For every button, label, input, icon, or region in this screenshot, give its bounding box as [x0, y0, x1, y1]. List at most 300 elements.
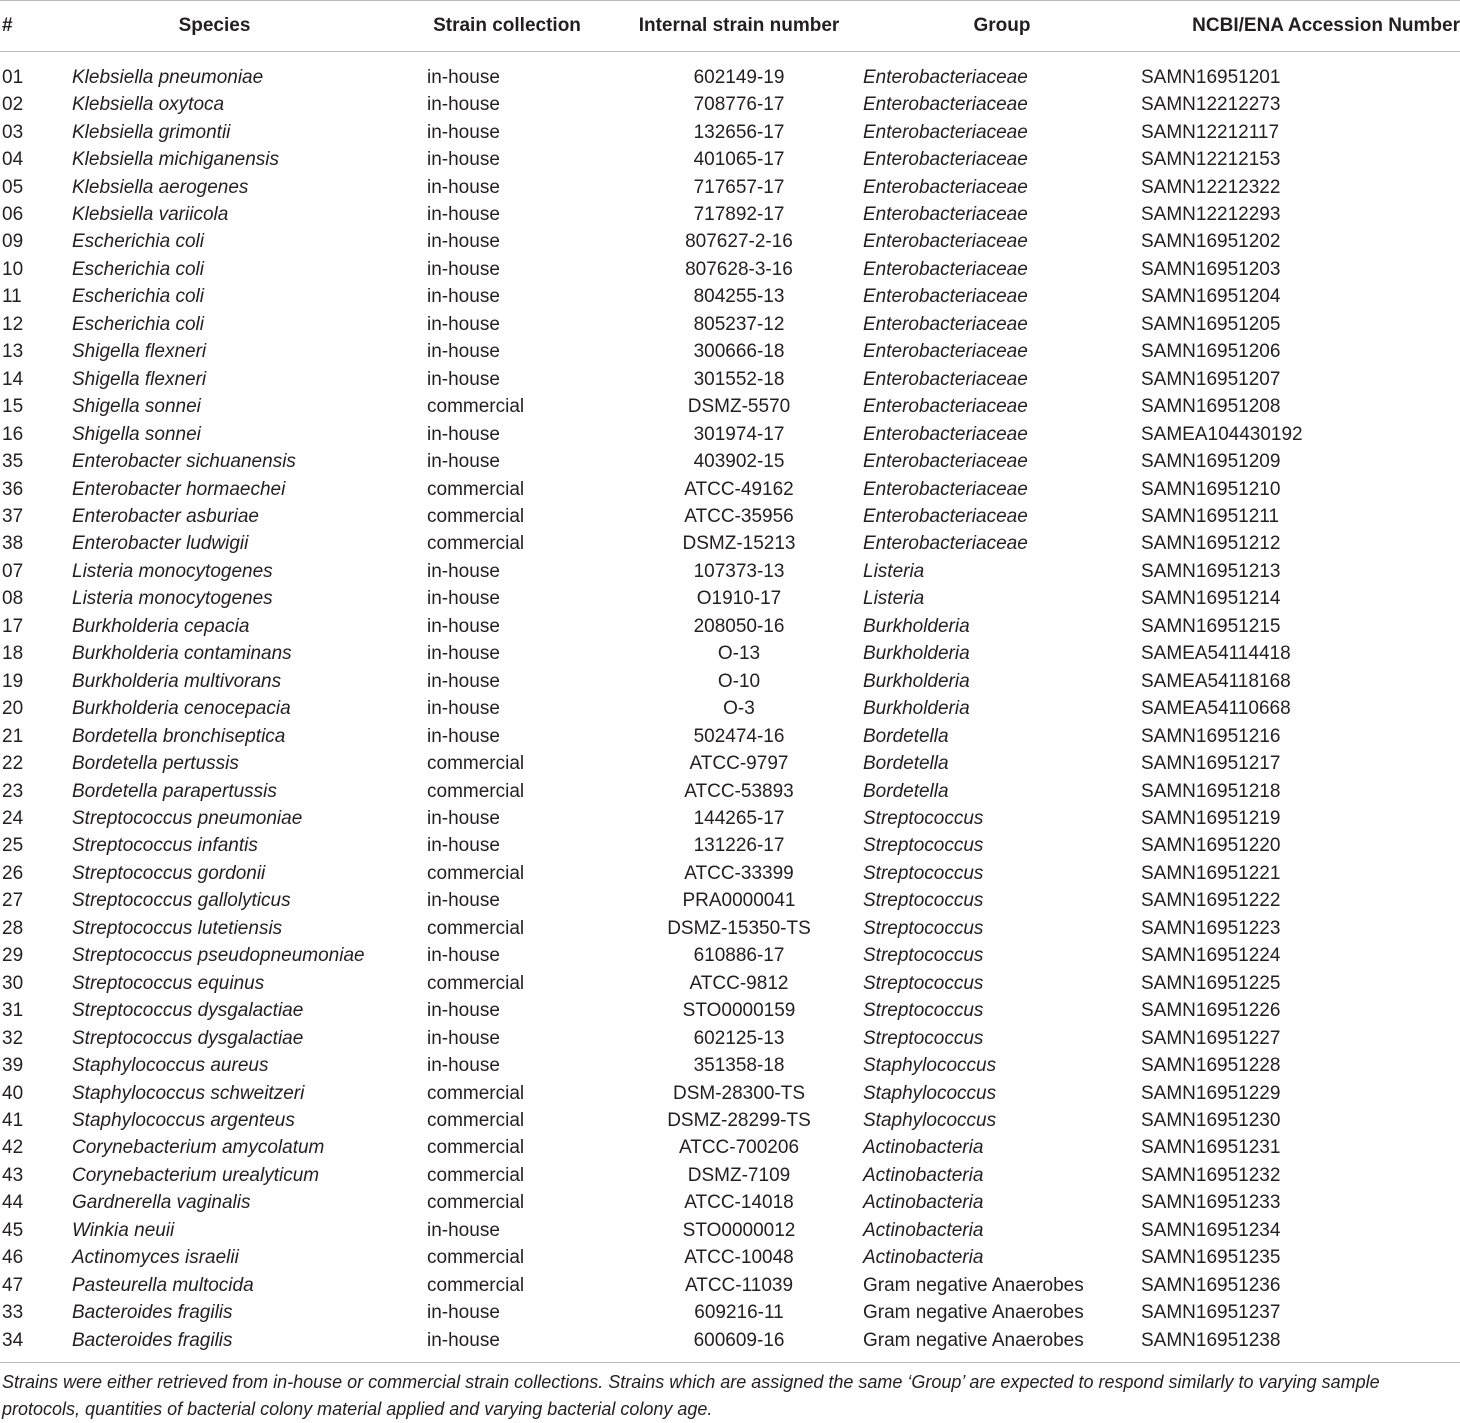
row-number: 07 — [2, 560, 24, 582]
internal-strain-number-cell: ATCC-53893 — [684, 780, 794, 802]
species-cell: Shigella sonnei — [72, 423, 201, 445]
table-row — [0, 1134, 1460, 1161]
accession-number-cell: SAMN12212322 — [1141, 176, 1281, 198]
table-row — [0, 860, 1460, 887]
species-cell: Klebsiella oxytoca — [72, 94, 225, 116]
internal-strain-number-cell: 805237-12 — [693, 313, 785, 335]
strain-collection-cell: commercial — [427, 780, 525, 802]
internal-strain-number-cell: ATCC-9812 — [689, 972, 789, 994]
accession-number-cell: SAMN16951237 — [1141, 1302, 1281, 1324]
group-cell: Actinobacteria — [863, 1247, 984, 1269]
table-row — [0, 613, 1460, 640]
accession-number-cell: SAMN16951232 — [1141, 1164, 1281, 1186]
internal-strain-number-cell: 807628-3-16 — [685, 258, 793, 280]
strain-collection-cell: commercial — [427, 1247, 525, 1269]
species-cell: Bordetella parapertussis — [72, 780, 277, 802]
species-cell: Streptococcus pseudopneumoniae — [72, 945, 365, 967]
strain-collection-cell: in-house — [427, 560, 500, 582]
row-number: 24 — [2, 808, 24, 829]
strain-collection-cell: in-house — [427, 890, 500, 912]
group-cell: Enterobacteriaceae — [863, 231, 1028, 253]
accession-number-cell: SAMN16951213 — [1141, 560, 1281, 582]
strain-collection-cell: commercial — [427, 753, 525, 775]
table-body — [0, 52, 1460, 1354]
accession-number-cell: SAMN16951229 — [1141, 1082, 1281, 1104]
group-cell: Enterobacteriaceae — [863, 313, 1028, 335]
species-cell: Escherichia coli — [72, 231, 204, 253]
strain-collection-cell: in-house — [427, 313, 500, 335]
group-cell: Actinobacteria — [863, 1164, 984, 1186]
group-cell: Burkholderia — [863, 643, 970, 665]
group-cell: Enterobacteriaceae — [863, 368, 1028, 390]
group-cell: Streptococcus — [863, 1000, 984, 1022]
table-row — [0, 832, 1460, 859]
group-cell: Staphylococcus — [863, 1055, 997, 1077]
strain-collection-cell: in-house — [427, 1219, 500, 1241]
strain-collection-cell: in-house — [427, 945, 500, 967]
row-number: 39 — [2, 1055, 24, 1077]
strain-collection-cell: in-house — [427, 808, 500, 829]
strain-collection-cell: in-house — [427, 286, 500, 308]
accession-number-cell: SAMN16951238 — [1141, 1329, 1281, 1351]
strain-collection-cell: commercial — [427, 478, 525, 500]
table-footnote: Strains were either retrieved from in-house or commercial strain collections. Strains which are assigned the same ‘Group’ are expected to respond similarly to varying sample protocols, quantities of bacterial colony material applied and varying bacterial colony age. — [2, 1371, 1380, 1419]
table-row — [0, 530, 1460, 557]
accession-number-cell: SAMN16951209 — [1141, 451, 1281, 473]
row-number: 31 — [2, 1000, 24, 1022]
table-row — [0, 942, 1460, 969]
row-number: 25 — [2, 835, 24, 857]
species-cell: Staphylococcus aureus — [72, 1055, 269, 1077]
table-row — [0, 475, 1460, 502]
table-row — [0, 283, 1460, 310]
group-cell: Enterobacteriaceae — [863, 423, 1028, 445]
table-row — [0, 503, 1460, 530]
row-number: 17 — [2, 615, 24, 637]
species-cell: Klebsiella michiganensis — [72, 149, 279, 171]
group-cell: Streptococcus — [863, 808, 984, 829]
internal-strain-number-cell: 401065-17 — [693, 149, 785, 171]
strain-collection-cell: commercial — [427, 917, 525, 939]
group-cell: Gram negative Anaerobes — [863, 1329, 1084, 1351]
species-cell: Streptococcus lutetiensis — [72, 917, 283, 939]
species-cell: Bacteroides fragilis — [72, 1329, 233, 1351]
internal-strain-number-cell: ATCC-700206 — [678, 1137, 800, 1159]
accession-number-cell: SAMN16951223 — [1141, 917, 1281, 939]
accession-number-cell: SAMN16951207 — [1141, 368, 1281, 390]
row-number: 08 — [2, 588, 24, 610]
group-cell: Streptococcus — [863, 862, 984, 884]
species-cell: Shigella sonnei — [72, 396, 201, 418]
species-cell: Shigella flexneri — [72, 341, 207, 363]
accession-number-cell: SAMN16951224 — [1141, 945, 1281, 967]
group-cell: Listeria — [863, 588, 925, 610]
strain-collection-cell: commercial — [427, 972, 525, 994]
internal-strain-number-cell: 804255-13 — [693, 286, 785, 308]
species-cell: Streptococcus infantis — [72, 835, 258, 857]
row-number: 41 — [2, 1109, 24, 1131]
internal-strain-number-cell: 708776-17 — [693, 94, 785, 116]
internal-strain-number-cell: 717892-17 — [693, 204, 785, 226]
strain-collection-cell: in-house — [427, 149, 500, 171]
internal-strain-number-cell: DSMZ-5570 — [687, 396, 791, 418]
row-number: 10 — [2, 258, 24, 280]
species-cell: Klebsiella variicola — [72, 204, 229, 226]
strain-collection-cell: commercial — [427, 1274, 525, 1296]
table-row — [0, 997, 1460, 1024]
strain-collection-cell: in-house — [427, 1055, 500, 1077]
row-number: 18 — [2, 643, 24, 665]
table-row — [0, 311, 1460, 338]
accession-number-cell: SAMN16951204 — [1141, 286, 1281, 308]
header-strain-collection: Strain collection — [427, 1, 615, 52]
group-cell: Enterobacteriaceae — [863, 478, 1028, 500]
strain-collection-cell: in-house — [427, 121, 500, 143]
group-cell: Enterobacteriaceae — [863, 451, 1028, 473]
row-number: 13 — [2, 341, 24, 363]
accession-number-cell: SAMN16951206 — [1141, 341, 1281, 363]
internal-strain-number-cell: DSMZ-15350-TS — [667, 917, 811, 939]
row-number: 28 — [2, 917, 24, 939]
table-row — [0, 805, 1460, 832]
species-cell: Streptococcus gordonii — [72, 862, 266, 884]
species-cell: Klebsiella grimontii — [72, 121, 231, 143]
accession-number-cell: SAMN16951208 — [1141, 396, 1281, 418]
table-row — [0, 1271, 1460, 1298]
table-row — [0, 201, 1460, 228]
table-row — [0, 1244, 1460, 1271]
accession-number-cell: SAMN16951216 — [1141, 725, 1281, 747]
species-cell: Streptococcus pneumoniae — [72, 808, 303, 829]
header-accession-number: NCBI/ENA Accession Number — [1141, 1, 1460, 52]
accession-number-cell: SAMN16951218 — [1141, 780, 1281, 802]
strain-collection-cell: commercial — [427, 1137, 525, 1159]
row-number: 22 — [2, 753, 24, 775]
species-cell: Klebsiella pneumoniae — [72, 67, 264, 88]
table-row — [0, 448, 1460, 475]
row-number: 11 — [2, 286, 22, 308]
row-number: 02 — [2, 94, 24, 116]
accession-number-cell: SAMEA104430192 — [1141, 423, 1303, 445]
row-number: 36 — [2, 478, 24, 500]
header-row — [0, 1, 1460, 52]
header-group: Group — [863, 1, 1141, 52]
internal-strain-number-cell: ATCC-10048 — [684, 1247, 794, 1269]
species-cell: Enterobacter ludwigii — [72, 533, 249, 555]
species-cell: Klebsiella aerogenes — [72, 176, 249, 198]
internal-strain-number-cell: 600609-16 — [693, 1329, 785, 1351]
species-cell: Streptococcus dysgalactiae — [72, 1000, 304, 1022]
row-number: 47 — [2, 1274, 24, 1296]
table-row — [0, 1052, 1460, 1079]
group-cell: Bordetella — [863, 780, 949, 802]
accession-number-cell: SAMEA54118168 — [1141, 670, 1291, 692]
row-number: 15 — [2, 396, 24, 418]
strain-collection-cell: commercial — [427, 1164, 525, 1186]
table-row — [0, 1299, 1460, 1326]
group-cell: Actinobacteria — [863, 1137, 984, 1159]
strain-collection-cell: in-house — [427, 615, 500, 637]
accession-number-cell: SAMN16951225 — [1141, 972, 1281, 994]
accession-number-cell: SAMN16951205 — [1141, 313, 1281, 335]
species-cell: Enterobacter sichuanensis — [72, 451, 296, 473]
row-number: 09 — [2, 231, 24, 253]
row-number: 33 — [2, 1302, 24, 1324]
strain-collection-cell: in-house — [427, 588, 500, 610]
species-cell: Bordetella pertussis — [72, 753, 239, 775]
row-number: 20 — [2, 698, 24, 720]
species-cell: Streptococcus equinus — [72, 972, 265, 994]
row-number: 37 — [2, 506, 24, 528]
group-cell: Gram negative Anaerobes — [863, 1302, 1084, 1324]
table-row — [0, 91, 1460, 118]
row-number: 38 — [2, 533, 24, 555]
table-row — [0, 256, 1460, 283]
species-cell: Pasteurella multocida — [72, 1274, 254, 1296]
strain-collection-cell: in-house — [427, 341, 500, 363]
group-cell: Enterobacteriaceae — [863, 341, 1028, 363]
strain-collection-cell: in-house — [427, 725, 500, 747]
internal-strain-number-cell: 609216-11 — [694, 1302, 784, 1324]
internal-strain-number-cell: 144265-17 — [693, 808, 785, 829]
table-row — [0, 640, 1460, 667]
species-cell: Listeria monocytogenes — [72, 560, 273, 582]
accession-number-cell: SAMN12212293 — [1141, 204, 1281, 226]
species-cell: Bacteroides fragilis — [72, 1302, 233, 1324]
group-cell: Streptococcus — [863, 945, 984, 967]
internal-strain-number-cell: ATCC-35956 — [684, 506, 794, 528]
internal-strain-number-cell: 301552-18 — [693, 368, 785, 390]
row-number: 26 — [2, 862, 24, 884]
table-row — [0, 420, 1460, 447]
row-number: 35 — [2, 451, 24, 473]
row-number: 32 — [2, 1027, 24, 1049]
accession-number-cell: SAMN16951211 — [1141, 506, 1280, 528]
table-row — [0, 146, 1460, 173]
table-row — [0, 393, 1460, 420]
internal-strain-number-cell: PRA0000041 — [682, 890, 796, 912]
species-cell: Escherichia coli — [72, 313, 204, 335]
table-row — [0, 228, 1460, 255]
species-cell: Bordetella bronchiseptica — [72, 725, 286, 747]
species-cell: Shigella flexneri — [72, 368, 207, 390]
row-number: 34 — [2, 1329, 24, 1351]
strain-collection-cell: in-house — [427, 204, 500, 226]
species-cell: Burkholderia cenocepacia — [72, 698, 291, 720]
table-row — [0, 668, 1460, 695]
row-number: 05 — [2, 176, 24, 198]
species-cell: Staphylococcus schweitzeri — [72, 1082, 305, 1104]
row-number: 46 — [2, 1247, 24, 1269]
accession-number-cell: SAMN16951228 — [1141, 1055, 1281, 1077]
table-row — [0, 722, 1460, 749]
accession-number-cell: SAMN16951222 — [1141, 890, 1281, 912]
group-cell: Actinobacteria — [863, 1192, 984, 1214]
group-cell: Enterobacteriaceae — [863, 94, 1028, 116]
strain-collection-cell: in-house — [427, 423, 500, 445]
accession-number-cell: SAMN12212117 — [1141, 121, 1280, 143]
table-row — [0, 1079, 1460, 1106]
species-cell: Listeria monocytogenes — [72, 588, 273, 610]
accession-number-cell: SAMN16951201 — [1141, 67, 1281, 88]
row-number: 45 — [2, 1219, 24, 1241]
accession-number-cell: SAMN16951230 — [1141, 1109, 1281, 1131]
row-number: 03 — [2, 121, 24, 143]
group-cell: Enterobacteriaceae — [863, 176, 1028, 198]
table-row — [0, 1189, 1460, 1216]
strain-collection-cell: commercial — [427, 1109, 525, 1131]
group-cell: Gram negative Anaerobes — [863, 1274, 1084, 1296]
group-cell: Streptococcus — [863, 835, 984, 857]
table-row — [0, 1217, 1460, 1244]
table-row — [0, 585, 1460, 612]
internal-strain-number-cell: 602149-19 — [693, 67, 785, 88]
species-cell: Enterobacter hormaechei — [72, 478, 286, 500]
table-row — [0, 558, 1460, 585]
group-cell: Enterobacteriaceae — [863, 533, 1028, 555]
internal-strain-number-cell: 403902-15 — [693, 451, 785, 473]
header-number: # — [0, 1, 72, 52]
internal-strain-number-cell: 301974-17 — [693, 423, 785, 445]
table-row — [0, 695, 1460, 722]
accession-number-cell: SAMN12212153 — [1141, 149, 1281, 171]
row-number: 04 — [2, 149, 24, 171]
internal-strain-number-cell: ATCC-11039 — [684, 1274, 794, 1296]
group-cell: Streptococcus — [863, 917, 984, 939]
group-cell: Listeria — [863, 560, 925, 582]
accession-number-cell: SAMN16951235 — [1141, 1247, 1281, 1269]
group-cell: Burkholderia — [863, 698, 970, 720]
accession-number-cell: SAMN12212273 — [1141, 94, 1281, 116]
table-row — [0, 777, 1460, 804]
species-cell: Corynebacterium urealyticum — [72, 1164, 320, 1186]
accession-number-cell: SAMN16951226 — [1141, 1000, 1281, 1022]
internal-strain-number-cell: 132656-17 — [693, 121, 785, 143]
group-cell: Enterobacteriaceae — [863, 204, 1028, 226]
internal-strain-number-cell: 300666-18 — [693, 341, 785, 363]
accession-number-cell: SAMN16951227 — [1141, 1027, 1281, 1049]
strain-collection-cell: in-house — [427, 1000, 500, 1022]
table-row — [0, 915, 1460, 942]
internal-strain-number-cell: O1910-17 — [696, 588, 782, 610]
species-cell: Gardnerella vaginalis — [72, 1192, 251, 1214]
accession-number-cell: SAMN16951217 — [1141, 753, 1281, 775]
accession-number-cell: SAMN16951220 — [1141, 835, 1281, 857]
internal-strain-number-cell: 717657-17 — [693, 176, 785, 198]
accession-number-cell: SAMN16951236 — [1141, 1274, 1281, 1296]
internal-strain-number-cell: ATCC-14018 — [684, 1192, 794, 1214]
table-row — [0, 338, 1460, 365]
accession-number-cell: SAMN16951214 — [1141, 588, 1281, 610]
header-species: Species — [72, 1, 427, 52]
group-cell: Enterobacteriaceae — [863, 149, 1028, 171]
internal-strain-number-cell: STO0000159 — [682, 1000, 796, 1022]
accession-number-cell: SAMN16951210 — [1141, 478, 1281, 500]
internal-strain-number-cell: 807627-2-16 — [685, 231, 793, 253]
table-header — [0, 1, 1460, 52]
species-cell: Burkholderia multivorans — [72, 670, 282, 692]
table-row — [0, 750, 1460, 777]
internal-strain-number-cell: DSMZ-28299-TS — [667, 1109, 811, 1131]
internal-strain-number-cell: O-10 — [717, 670, 761, 692]
accession-number-cell: SAMEA54110668 — [1141, 698, 1291, 720]
row-number: 14 — [2, 368, 24, 390]
row-number: 19 — [2, 670, 24, 692]
group-cell: Burkholderia — [863, 615, 970, 637]
species-cell: Streptococcus dysgalactiae — [72, 1027, 304, 1049]
group-cell: Bordetella — [863, 725, 949, 747]
strain-collection-cell: in-house — [427, 1027, 500, 1049]
accession-number-cell: SAMN16951231 — [1141, 1137, 1281, 1159]
table-row — [0, 1024, 1460, 1051]
internal-strain-number-cell: STO0000012 — [682, 1219, 796, 1241]
group-cell: Streptococcus — [863, 1027, 984, 1049]
strain-collection-cell: in-house — [427, 94, 500, 116]
species-cell: Escherichia coli — [72, 286, 204, 308]
table-row — [0, 173, 1460, 200]
group-cell: Enterobacteriaceae — [863, 258, 1028, 280]
accession-number-cell: SAMN16951234 — [1141, 1219, 1281, 1241]
strain-collection-cell: commercial — [427, 396, 525, 418]
table-row — [0, 970, 1460, 997]
internal-strain-number-cell: DSMZ-15213 — [682, 533, 796, 555]
row-number: 43 — [2, 1164, 24, 1186]
row-number: 27 — [2, 890, 24, 912]
row-number: 29 — [2, 945, 24, 967]
accession-number-cell: SAMN16951212 — [1141, 533, 1281, 555]
accession-number-cell: SAMEA54114418 — [1141, 643, 1291, 665]
row-number: 42 — [2, 1137, 24, 1159]
species-cell: Burkholderia contaminans — [72, 643, 292, 665]
strain-collection-cell: in-house — [427, 176, 500, 198]
strain-collection-cell: in-house — [427, 368, 500, 390]
strain-collection-cell: in-house — [427, 698, 500, 720]
species-cell: Burkholderia cepacia — [72, 615, 250, 637]
species-cell: Corynebacterium amycolatum — [72, 1137, 325, 1159]
strain-collection-cell: in-house — [427, 1329, 500, 1351]
strain-collection-cell: in-house — [427, 670, 500, 692]
internal-strain-number-cell: DSM-28300-TS — [673, 1082, 805, 1104]
accession-number-cell: SAMN16951221 — [1141, 862, 1281, 884]
table-row — [0, 1107, 1460, 1134]
internal-strain-number-cell: ATCC-33399 — [684, 862, 794, 884]
group-cell: Bordetella — [863, 753, 949, 775]
group-cell: Enterobacteriaceae — [863, 396, 1028, 418]
internal-strain-number-cell: 502474-16 — [693, 725, 785, 747]
species-cell: Actinomyces israelii — [72, 1247, 239, 1269]
strain-collection-cell: in-house — [427, 1302, 500, 1324]
table-row — [0, 1162, 1460, 1189]
strain-collection-cell: in-house — [427, 258, 500, 280]
strain-collection-cell: commercial — [427, 1192, 525, 1214]
table-row — [0, 118, 1460, 145]
strain-collection-cell: in-house — [427, 643, 500, 665]
table-row — [0, 366, 1460, 393]
internal-strain-number-cell: O-13 — [717, 643, 761, 665]
strain-collection-cell: in-house — [427, 231, 500, 253]
strain-collection-cell: in-house — [427, 451, 500, 473]
group-cell: Actinobacteria — [863, 1219, 984, 1241]
internal-strain-number-cell: 131226-17 — [693, 835, 785, 857]
header-internal-strain-number: Internal strain number — [615, 1, 863, 52]
species-cell: Staphylococcus argenteus — [72, 1109, 295, 1131]
species-cell: Escherichia coli — [72, 258, 204, 280]
internal-strain-number-cell: 602125-13 — [693, 1027, 785, 1049]
group-cell: Burkholderia — [863, 670, 970, 692]
group-cell: Streptococcus — [863, 890, 984, 912]
row-number: 12 — [2, 313, 24, 335]
row-number: 06 — [2, 204, 24, 226]
